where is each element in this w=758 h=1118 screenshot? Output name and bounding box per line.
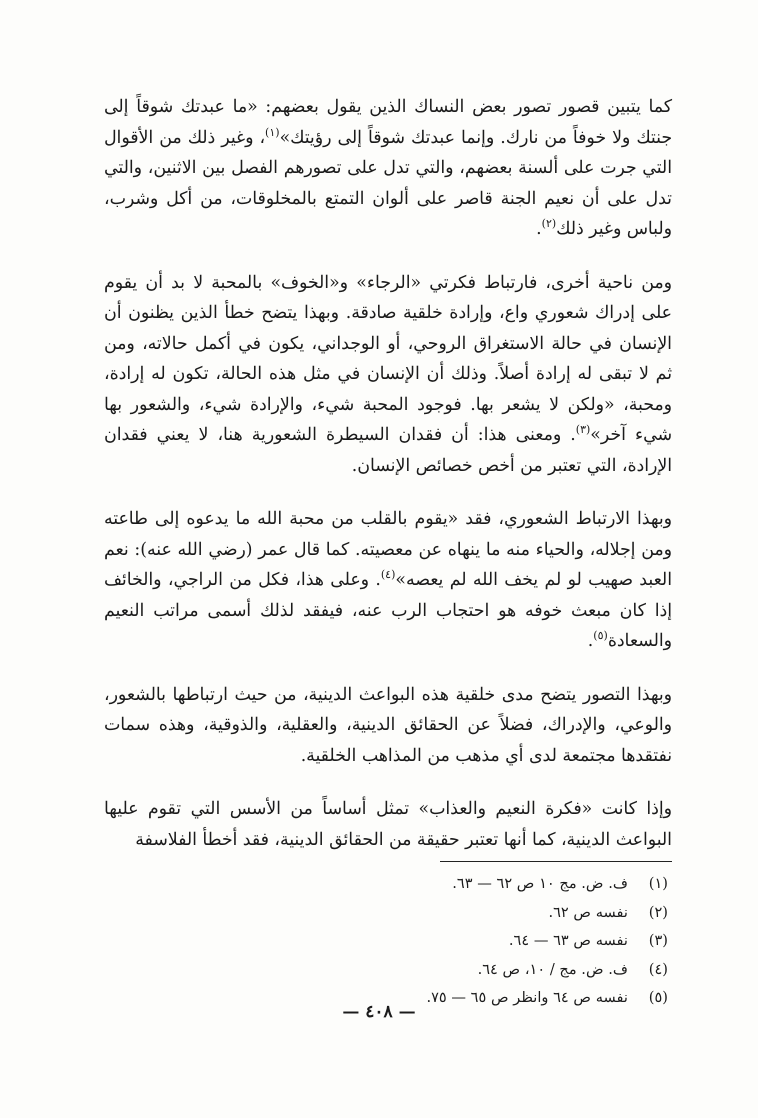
footnote-ref-4: (٤) — [380, 568, 396, 582]
footnote-ref-5: (٥) — [593, 629, 608, 643]
footnote-ref-2: (٢) — [541, 217, 557, 231]
footnote-separator — [440, 861, 672, 862]
footnote-number: (٥) — [648, 989, 668, 1006]
footnote-1 — [104, 870, 668, 899]
paragraph-1: كما يتبين قصور تصور بعض النساك الذين يقول بعضهم: «ما عبدتك شوقاً إلى جنتك ولا خوفاً من نارك. وإنما عبدتك شوقاً إلى رؤيتك»$^{(١)}$، وغير ذلك من الأقوال التي جرت على ألسنة بعضهم، والتي تدل على تصورهم الفصل بين الاثنين، والتي تدل على أن نعيم الجنة قاصر على ألوان التمتع بالمخلوقات، من أكل وشرب، ولباس وغير ذلك$^{(٢)}$. — [104, 97, 672, 239]
footnote-3 — [104, 927, 668, 956]
footnote-ref-1: (١) — [265, 125, 280, 139]
paragraph-4: وبهذا التصور يتضح مدى خلقية هذه البواعث الدينية، من حيث ارتباطها بالشعور، والوعي، والإدراك، فضلاً عن الحقائق الدينية، والعقلية، والذوقية، وهذه سمات نفتقدها مجتمعة لدى أي مذهب من المذاهب الخلقية. — [104, 684, 672, 766]
paragraph-2: ومن ناحية أخرى، فارتباط فكرتي «الرجاء» و«الخوف» بالمحبة لا بد أن يقوم على إدراك شعوري واع، وإرادة خلقية صادقة. وبهذا يتضح خطأ الذين يظنون أن الإنسان في حالة الاستغراق الروحي، أو الوجداني، يكون في أكمل حالاته، ومن ثم لا تبقى له إرادة أصلاً. وذلك أن الإنسان في مثل هذه الحالة، تكون له إرادة، ومحبة، «ولكن لا يشعر بها. فوجود المحبة شيء، والإرادة شيء، والشعور بها شيء آخر»$^{(٣)}$. ومعنى هذا: أن فقدان السيطرة الشعورية هنا، لا يعني فقدان الإرادة، التي تعتبر من أخص خصائص الإنسان. — [104, 272, 672, 476]
body-text — [104, 92, 672, 855]
paragraph-5: وإذا كانت «فكرة النعيم والعذاب» تمثل أساساً من الأسس التي تقوم عليها البواعث الدينية، كما أنها تعتبر حقيقة من الحقائق الدينية، فقد أخطأ الفلاسفة — [104, 799, 672, 850]
footnote-number: (٤) — [648, 960, 668, 978]
footnote-text: نفسه ص ٦٤ وانظر ص ٦٥ — ٧٥. — [426, 989, 628, 1006]
footnote-4 — [104, 956, 668, 985]
page-number: — ٤٠٨ — — [342, 1002, 416, 1022]
footnote-text: ف. ض. مج ١٠ ص ٦٢ — ٦٣. — [452, 875, 628, 892]
footnote-number: (٢) — [648, 903, 668, 921]
footnote-text: ف. ض. مج / ١٠، ص ٦٤. — [477, 960, 628, 978]
paragraph-3: وبهذا الارتباط الشعوري، فقد «يقوم بالقلب من محبة الله ما يدعوه إلى طاعته ومن إجلاله، والحياء منه ما ينهاه عن معصيته. كما قال عمر (رضي الله عنه): نعم العبد صهيب لو لم يخف الله لم يعصه»$^{(٤)}$. وعلى هذا، فكل من الراجي، والخائف إذا كان مبعث خوفه هو احتجاب الرب عنه، فيفقد لذلك أسمى مراتب النعيم والسعادة$^{(٥)}$. — [104, 509, 672, 651]
footnote-number: (٣) — [648, 932, 668, 949]
footnote-ref-3: (٣) — [575, 423, 591, 437]
footnotes — [104, 870, 668, 1013]
footnote-2 — [104, 899, 668, 928]
footnote-text: نفسه ص ٦٣ — ٦٤. — [508, 932, 628, 949]
footnote-text: نفسه ص ٦٢. — [548, 903, 628, 921]
footnote-number: (١) — [648, 875, 668, 892]
